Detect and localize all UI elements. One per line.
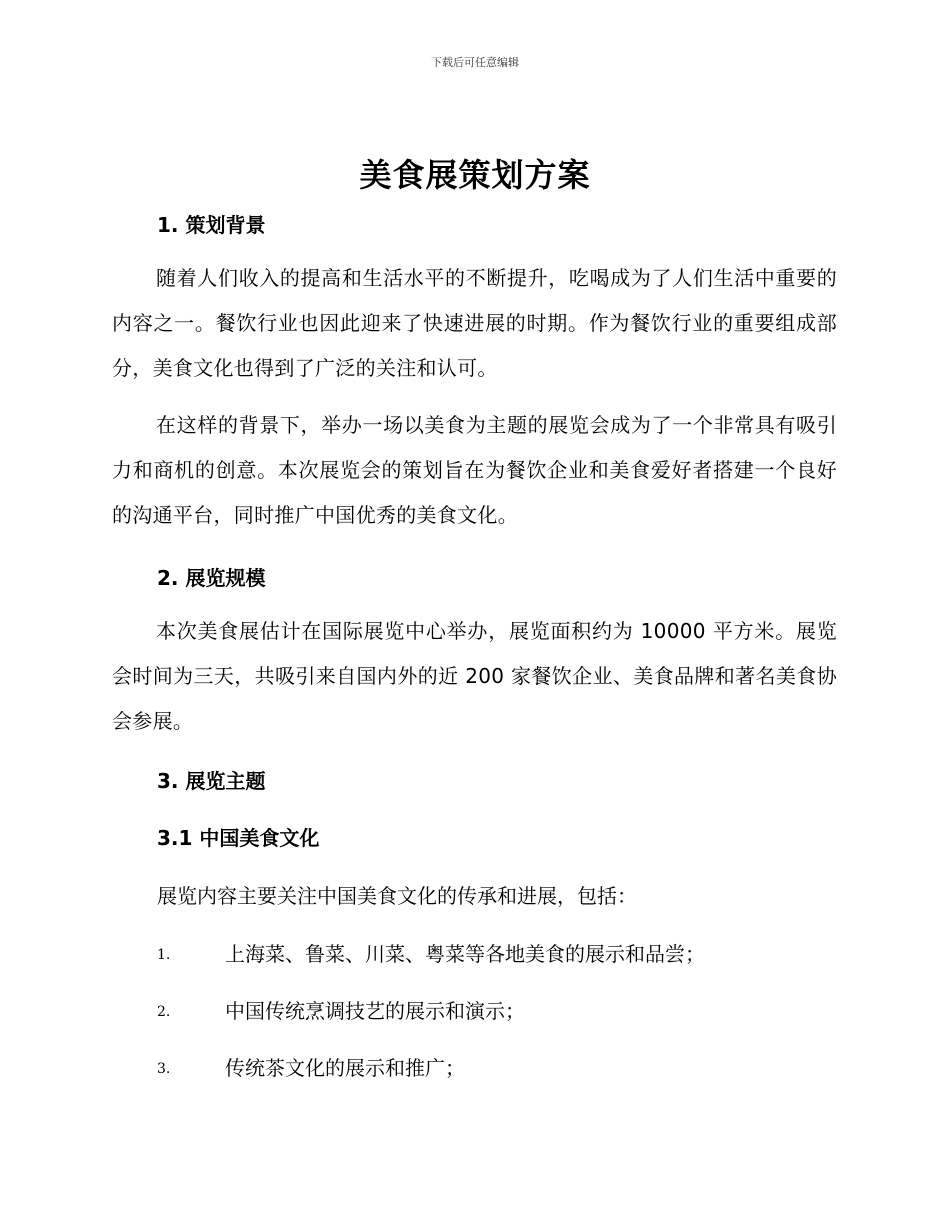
paragraph-background-2: 在这样的背景下，举办一场以美食为主题的展览会成为了一个非常具有吸引力和商机的创意。本次展览会的策划旨在为餐饮企业和美食爱好者搭建一个良好的沟通平台，同时推广中国优秀的美食文化。 <box>112 413 837 527</box>
list-item <box>157 995 525 1024</box>
section-heading-scale: 2. 展览规模 <box>157 566 266 590</box>
list-text: 上海菜、鲁菜、川菜、粤菜等各地美食的展示和品尝； <box>225 942 705 966</box>
section-heading-theme: 3. 展览主题 <box>157 769 266 793</box>
list-item <box>157 1052 465 1081</box>
list-number: 3. <box>157 1061 171 1077</box>
subsection-heading-chinese-cuisine: 3.1 中国美食文化 <box>157 826 320 850</box>
list-number: 2. <box>157 1004 171 1020</box>
paragraph-scale: 本次美食展估计在国际展览中心举办，展览面积约为 10000 平方米。展览会时间为三天，共吸引来自国内外的近 200 家餐饮企业、美食品牌和著名美食协会参展。 <box>112 619 837 733</box>
page-header: 下载后可任意编辑 <box>431 56 519 69</box>
list-number: 1. <box>157 947 171 963</box>
list-text: 传统茶文化的展示和推广； <box>225 1056 465 1080</box>
document-title: 美食展策划方案 <box>359 156 591 194</box>
theme-intro-text: 展览内容主要关注中国美食文化的传承和进展，包括： <box>157 884 637 908</box>
list-item <box>157 938 705 967</box>
list-text: 中国传统烹调技艺的展示和演示； <box>225 999 525 1023</box>
section-heading-background: 1. 策划背景 <box>157 213 266 237</box>
paragraph-background-1: 随着人们收入的提高和生活水平的不断提升，吃喝成为了人们生活中重要的内容之一。餐饮行业也因此迎来了快速进展的时期。作为餐饮行业的重要组成部分，美食文化也得到了广泛的关注和认可。 <box>112 266 837 380</box>
